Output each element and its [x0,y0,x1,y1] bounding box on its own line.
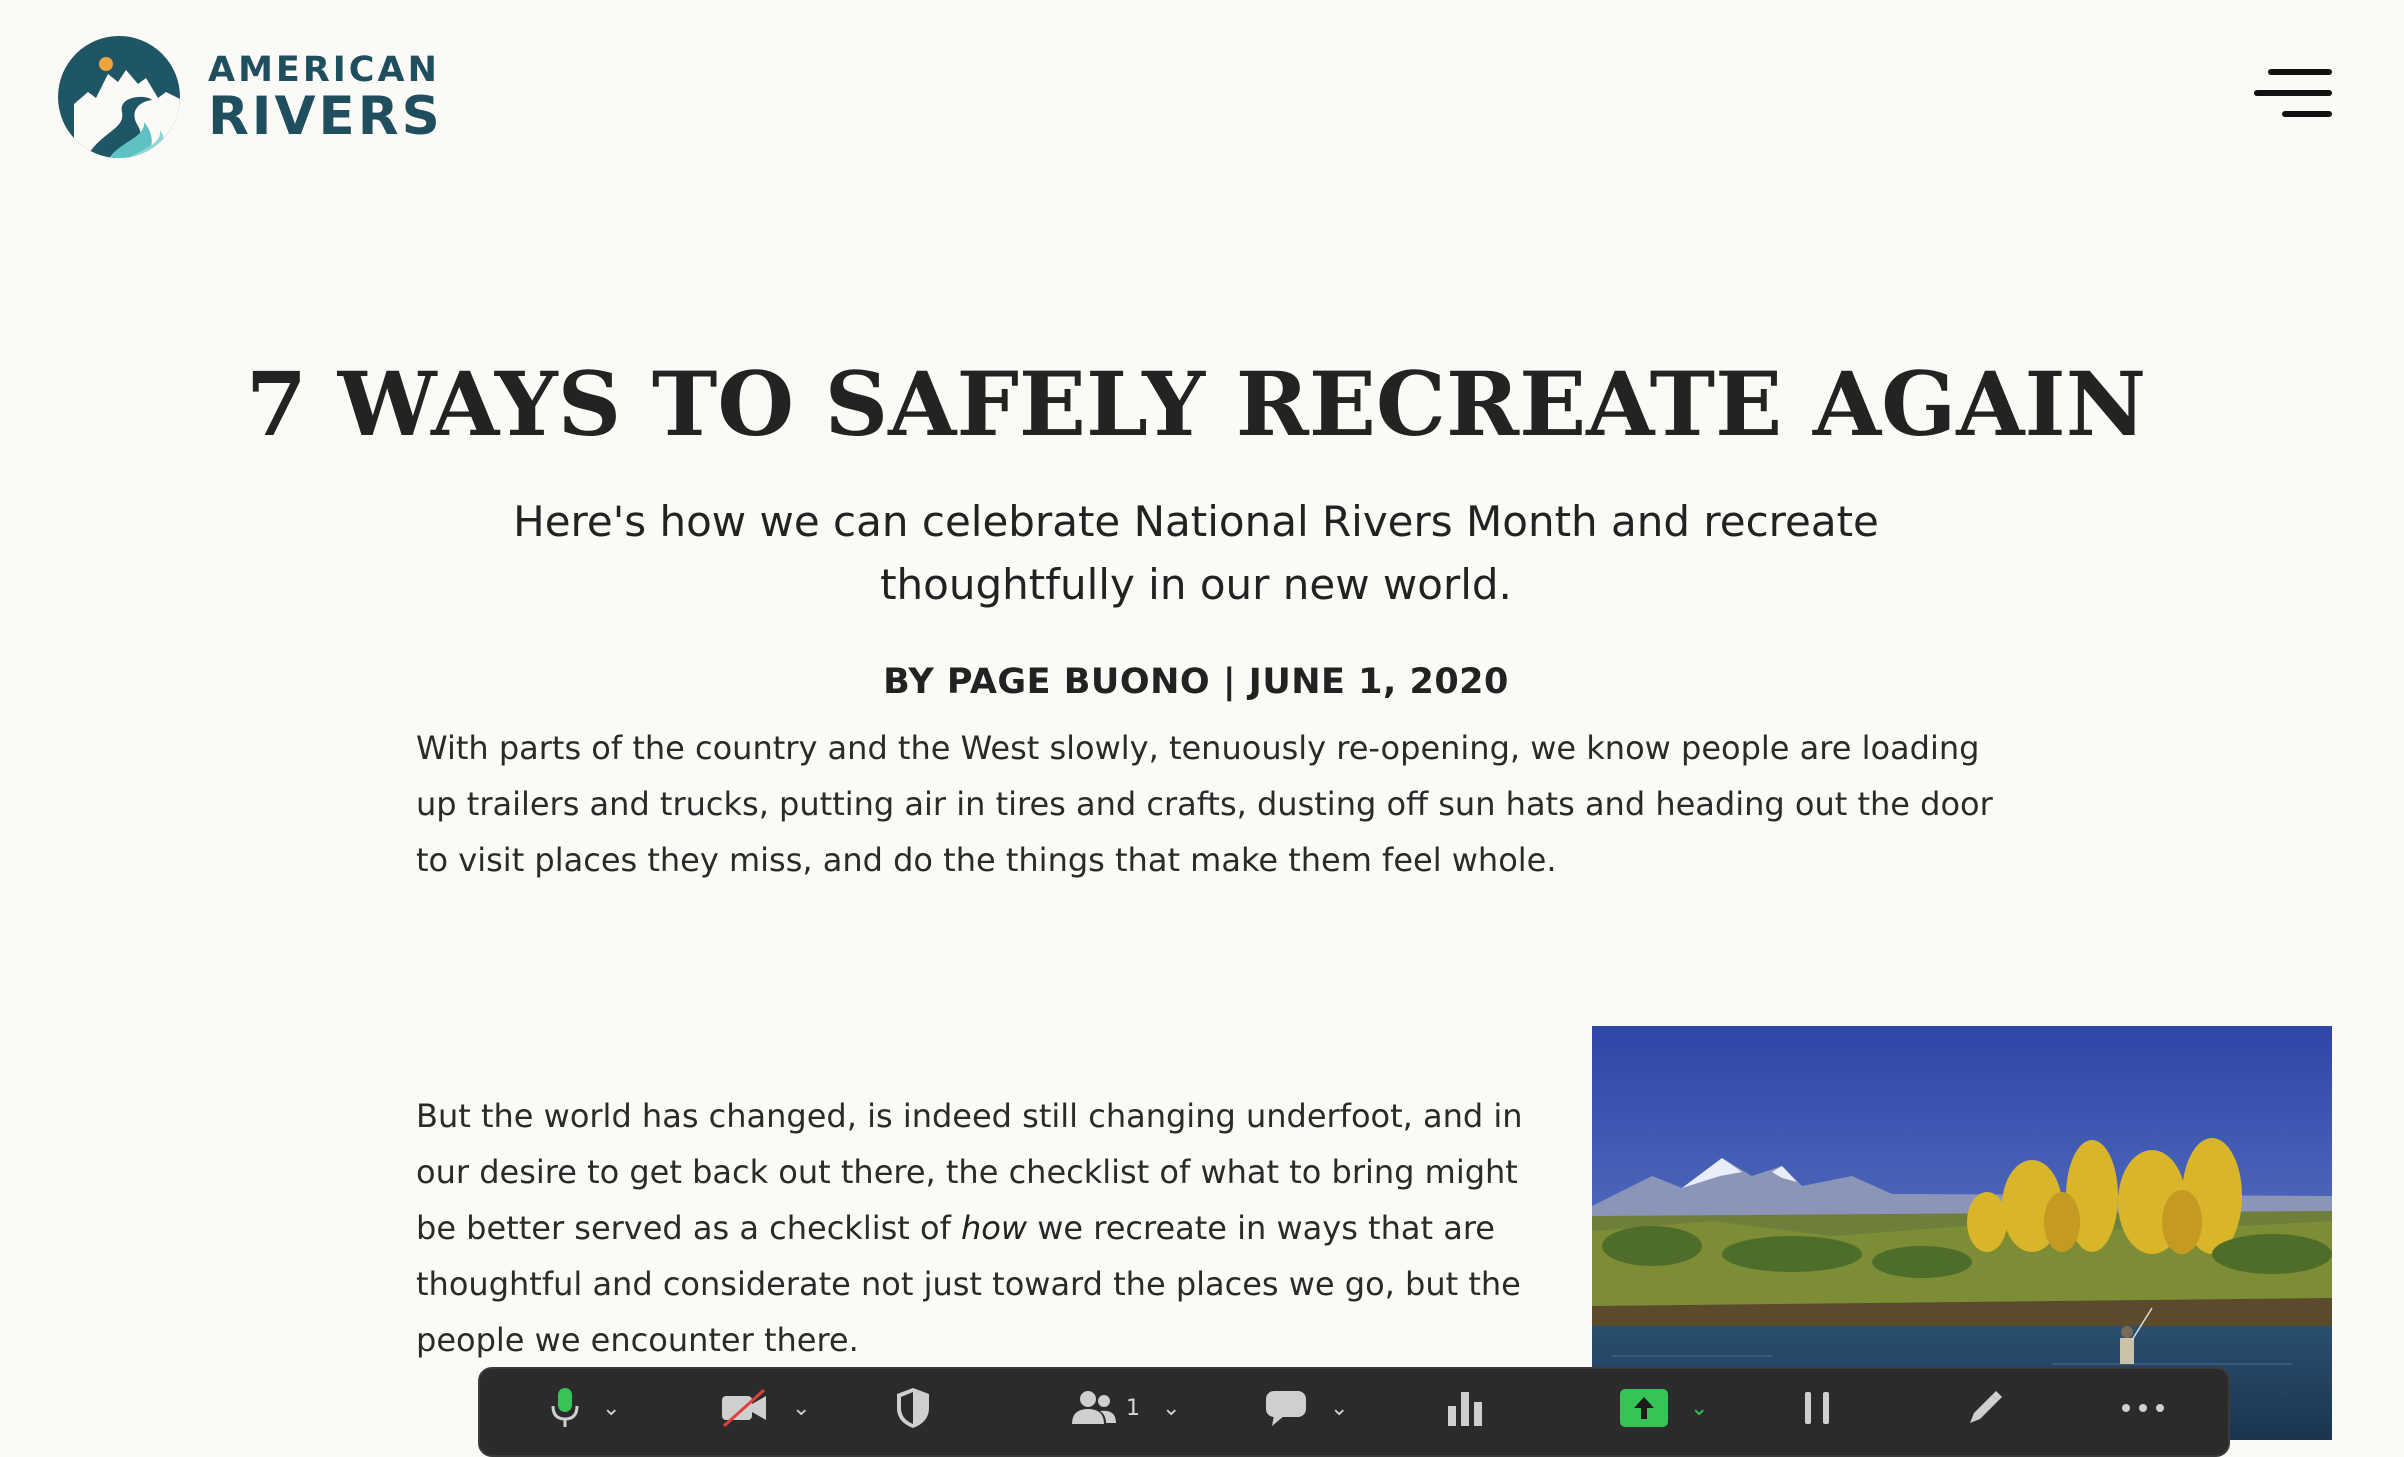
logo-line-american: AMERICAN [208,50,440,90]
annotate-button[interactable] [1966,1387,2004,1429]
american-rivers-logo[interactable] [56,34,443,160]
logo-mark-icon [56,34,182,160]
article-title: 7 WAYS TO SAFELY RECREATE AGAIN [245,352,2147,456]
chevron-down-icon[interactable]: ⌄ [1330,1395,1349,1421]
more-icon [2120,1402,2166,1414]
logo-line-rivers: RIVERS [208,86,443,147]
chevron-down-icon[interactable]: ⌄ [1162,1395,1181,1421]
article-paragraph-2 [416,1088,1566,1368]
microphone-icon [550,1386,580,1430]
para2-text-b: we recreate in ways that are thoughtful and considerate not just toward the places we go, but the people we encounter there. [416,1209,1521,1359]
video-button[interactable] [720,1387,810,1429]
chat-button[interactable] [1264,1387,1348,1429]
polls-button[interactable] [1446,1387,1484,1429]
hamburger-menu-icon[interactable] [2254,64,2332,124]
annotate-icon [1966,1389,2004,1427]
article-paragraph-1: With parts of the country and the West slowly, tenuously re-opening, we know people are loading up trailers and trucks, putting air in tires and crafts, dusting off sun hats and heading out the door to visit places they miss, and do the things that make them feel whole. [416,729,1993,879]
shield-icon [894,1386,932,1430]
chevron-down-icon[interactable]: ⌄ [602,1395,621,1421]
share-screen-icon [1620,1389,1668,1427]
mute-button[interactable] [550,1387,620,1429]
article-byline: BY PAGE BUONO | JUNE 1, 2020 [883,662,1509,702]
chevron-down-icon[interactable]: ⌄ [792,1395,811,1421]
pause-icon [1802,1390,1832,1426]
article-subtitle: Here's how we can celebrate National Rivers Month and recreate thoughtfully in our new world. [513,497,1879,609]
more-button[interactable] [2120,1387,2166,1429]
logo-wordmark [208,50,443,147]
participants-count: 1 [1126,1395,1140,1421]
participants-icon [1070,1388,1120,1428]
meeting-toolbar [478,1367,2230,1457]
video-off-icon [720,1388,770,1428]
chevron-down-icon[interactable]: ⌄ [1690,1395,1709,1421]
pause-share-button[interactable] [1802,1387,1832,1429]
para2-text-a: But the world has changed, is indeed still changing underfoot, and in our desire to get back out there, the checklist of what to bring might be better served as a checklist of [416,1097,1523,1247]
share-screen-button[interactable] [1620,1387,1708,1429]
para2-emphasis: how [961,1209,1028,1247]
chat-icon [1264,1388,1308,1428]
polls-icon [1446,1388,1484,1428]
security-button[interactable] [894,1387,932,1429]
participants-button[interactable] [1070,1387,1180,1429]
